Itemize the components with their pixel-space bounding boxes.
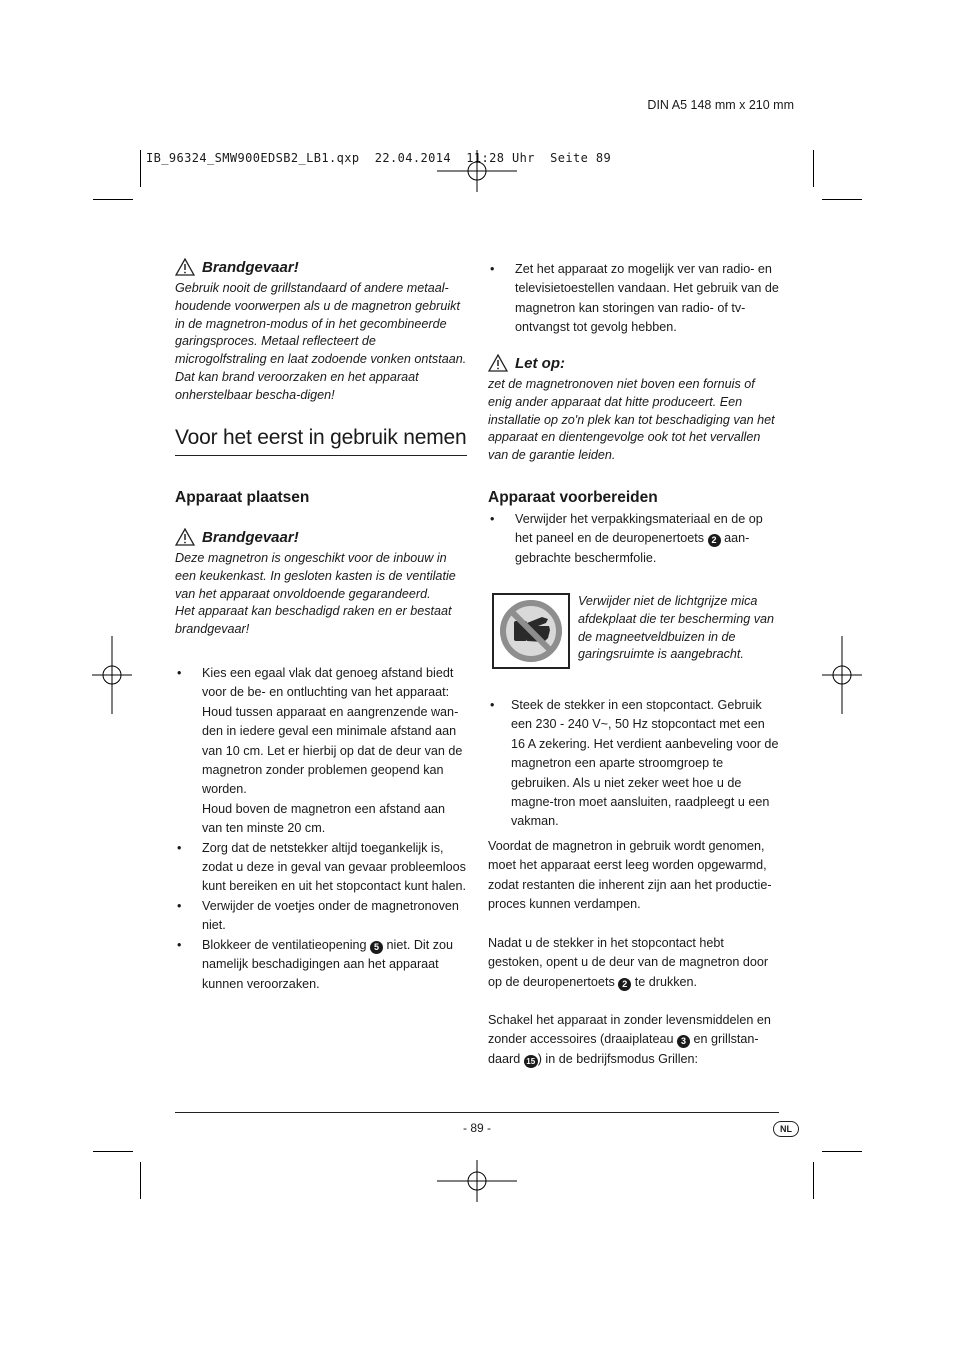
note-title: Let op:	[515, 354, 565, 372]
warning-block-fire-2	[175, 528, 467, 639]
registration-mark-right	[822, 636, 862, 714]
crop-mark	[93, 199, 133, 200]
subsection-title-preparation: Apparaat voorbereiden	[488, 489, 658, 506]
placement-bullet-list	[175, 664, 467, 994]
paragraph-open-door	[488, 934, 780, 992]
list-item-text: Zorg dat de netstekker altijd toegankelijk is, zodat u deze in geval van gevaar probleemloos kunt bereiken en uit het stopcontact kunt halen.	[202, 840, 466, 894]
warning-title: Brandgevaar!	[202, 258, 299, 276]
list-item	[175, 897, 467, 936]
footer-rule	[175, 1112, 779, 1113]
warning-triangle-icon	[488, 354, 508, 372]
paragraph-preheat: Voordat de magnetron in gebruik wordt genomen, moet het apparaat eerst leeg worden opgewarmd, zodat restanten die inherent zijn aan het productie-proces kunnen verdampen.	[488, 839, 772, 912]
list-item-text: Steek de stekker in een stopcontact. Gebruik een 230 - 240 V~, 50 Hz stopcontact met een 16 A zekering. Het verdient aanbeveling voor de magnetron een aparte stroomgroep te gebruiken. Als u niet zeker weet hoe u de magne-tron moet aansluiten, raadpleegt u een vakman.	[511, 698, 779, 829]
warning-title: Brandgevaar!	[202, 528, 299, 546]
crop-mark	[813, 150, 814, 187]
list-item	[175, 936, 467, 994]
warning-text-line: Het apparaat kan beschadigd raken en er bestaat brandgevaar!	[175, 604, 452, 637]
no-hand-prohibition-icon	[494, 595, 568, 667]
plug-bullet-list	[488, 696, 782, 832]
crop-mark	[140, 1162, 141, 1199]
list-item-text: • Kies een egaal vlak dat genoeg afstand biedt voor de be- en ontluchting van het apparaat: Houd tussen apparaat en aangrenzende wan-den in iedere geval een minimale afstand aan van 10 cm. Let er hierbij op dat de deur van de magnetron zonder problemen geopend kan worden.	[202, 666, 463, 797]
preparation-bullet-list	[488, 510, 780, 568]
list-item-text: Verwijder de voetjes onder de magnetronoven niet.	[202, 898, 459, 933]
page-number: - 89 -	[462, 1121, 491, 1135]
paragraph-text: en grillstan-daard	[488, 1032, 759, 1066]
note-text: zet de magnetronoven niet boven een fornuis of enig ander apparaat dat hitte produceert. Een installatie op zo'n plek kan tot beschadiging van het apparaat en dientengevolge ook tot het vervallen van de garantie leiden.	[488, 377, 775, 463]
warning-text-line: Deze magnetron is ongeschikt voor de inbouw in een keukenkast. In gesloten kasten is de ventilatie van het apparaat onvoldoende gegarandeerd.	[175, 551, 456, 601]
list-item	[175, 839, 467, 897]
crop-mark	[822, 1151, 862, 1152]
crop-mark	[93, 1151, 133, 1152]
part-number-badge: 15	[524, 1055, 538, 1068]
registration-mark-bottom	[437, 1160, 517, 1202]
list-item	[175, 664, 467, 839]
paragraph-text: te drukken.	[634, 974, 698, 989]
part-number-badge: 2	[708, 534, 721, 547]
warning-text	[175, 550, 467, 639]
part-number-badge: 3	[677, 1035, 690, 1048]
paragraph-text: Schakel het apparaat in zonder levensmiddelen en zonder accessoires (draaiplateau	[488, 1013, 771, 1047]
language-badge: NL	[773, 1121, 799, 1137]
prohibition-icon-box	[492, 593, 570, 669]
list-item-text: niet. Dit zou namelijk beschadigingen aan het apparaat kunnen veroorzaken.	[202, 937, 454, 991]
list-item-text: Houd boven de magnetron een afstand aan van ten minste 20 cm.	[202, 801, 445, 836]
list-item-text: Zet het apparaat zo mogelijk ver van radio- en televisietoestellen vandaan. Het gebruik van de magnetron kan storingen van radio- of tv-ontvangst tot gevolg hebben.	[515, 262, 779, 335]
list-item-text: Verwijder het verpakkingsmateriaal en de op het paneel en de deuropenertoets	[515, 512, 763, 546]
part-number-badge: 5	[370, 941, 383, 954]
warning-triangle-icon	[175, 528, 195, 546]
list-item-text: aan-gebrachte beschermfolie.	[515, 531, 750, 565]
warning-text: Gebruik nooit de grillstandaard of andere metaal-houdende voorwerpen als u de magnetron gebruikt in de magnetron-modus of in het gecombineerde garingsproces. Metaal reflecteert de microgolfstraling en laat zodoende vonken ontstaan. Dat kan brand veroorzaken en het apparaat onherstelbaar bescha-digen!	[175, 281, 467, 402]
list-item-text: Blokkeer de ventilatieopening	[202, 937, 367, 952]
section-title: Voor het eerst in gebruik nemen	[175, 426, 467, 456]
radio-tv-bullet-list	[488, 260, 780, 338]
crop-mark	[140, 150, 141, 187]
part-number-badge: 2	[618, 978, 631, 991]
crop-mark	[813, 1162, 814, 1199]
crop-mark	[822, 199, 862, 200]
registration-mark-left	[92, 636, 132, 714]
list-item	[488, 260, 780, 338]
warning-block-fire-1	[175, 258, 467, 405]
print-format-label: DIN A5 148 mm x 210 mm	[647, 98, 794, 112]
paragraph-text: Nadat u de stekker in het stopcontact hebt gestoken, opent u de deur van de magnetron door op de deuropenertoets	[488, 936, 769, 989]
mica-plate-note: Verwijder niet de lichtgrijze mica afdekplaat die ter bescherming van de magneetveldbuizen in de garingsruimte is aangebracht.	[578, 594, 775, 662]
subsection-title-placement: Apparaat plaatsen	[175, 489, 310, 506]
paragraph-grill-mode	[488, 1011, 780, 1069]
list-item	[488, 510, 780, 568]
registration-mark-top	[437, 150, 517, 192]
file-slug: IB_96324_SMW900EDSB2_LB1.qxp 22.04.2014 11:28 Uhr Seite 89	[146, 151, 612, 165]
list-item	[488, 696, 782, 832]
warning-triangle-icon	[175, 258, 195, 276]
paragraph-text: ) in de bedrijfsmodus Grillen:	[537, 1051, 699, 1066]
note-block	[488, 354, 780, 465]
